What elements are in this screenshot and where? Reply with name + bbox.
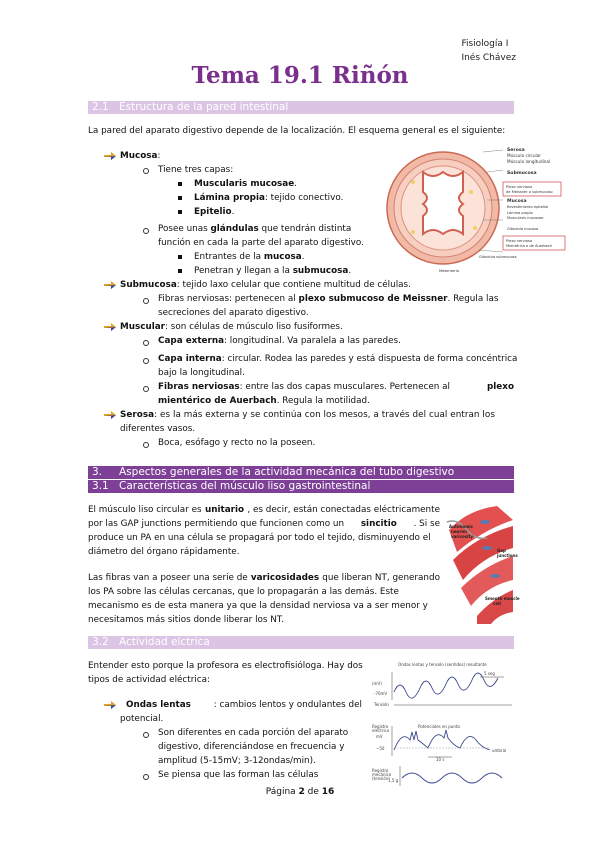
intestinal-wall-figure: [383, 142, 569, 274]
wall-label: de Meissner o submucoso: [506, 190, 553, 194]
section-label: Aspectos generales de la actividad mecánica del tubo digestivo: [119, 466, 455, 478]
intro-paragraph: La pared del aparato digestivo depende de la localización. El esquema general es el siguiente:: [88, 126, 506, 136]
liso-paragraph-2: [88, 571, 440, 627]
muscle-label: neuron: [451, 529, 467, 534]
liso-p1-line: por las GAP junctions permitiendo que funcionen como un sincitio . Si se: [88, 519, 440, 529]
section-heading-3: [88, 466, 514, 479]
capa-interna: Capa interna: circular. Rodea las paredes y está dispuesta de forma concéntrica: [158, 354, 518, 364]
section-heading-3-2: [88, 636, 514, 649]
waves-label: −50: [376, 746, 385, 751]
wall-label: Mucosa: [507, 199, 527, 204]
serosa-boca: Boca, esófago y recto no la poseen.: [158, 438, 316, 448]
muscle-label: cell: [493, 601, 501, 606]
section-number: 3.1: [92, 480, 109, 492]
fibras-nerviosas: Fibras nerviosas: entre las dos capas musculares. Pertenecen al plexo: [158, 382, 514, 392]
ondas-detail-3: amplitud (5-15mV; 3-12ondas/min).: [158, 756, 316, 766]
square-bullet-icon: [178, 255, 182, 259]
header-author: Inés Chávez: [461, 53, 516, 63]
muscle-label: Smooth muscle: [485, 596, 520, 601]
liso-p1-line: diámetro del órgano rápidamente.: [88, 547, 240, 557]
wall-label: Mesenterio: [439, 269, 459, 273]
waves-label: umbral: [492, 748, 507, 753]
ondas-detail-2: digestivo, diferenciándose en frecuencia y: [158, 742, 345, 752]
waves-label: (mV): [372, 681, 382, 686]
waves-label: 10 s: [436, 757, 445, 762]
elec-intro: Entender esto porque la profesora es electrofisióloga. Hay dos: [88, 661, 363, 671]
waves-label: 5 seg: [484, 671, 495, 676]
serosa-line: Serosa: es la más externa y se continúa con los mesos, a través del cual entran los: [120, 410, 495, 420]
muscle-label: junctions: [497, 553, 518, 558]
section-label: Actividad elctrica: [119, 636, 210, 648]
wall-label: Músculo longitudinal: [507, 159, 551, 164]
ondas-lentas-line-2: potencial.: [120, 714, 164, 724]
waves-label: Registro: [372, 768, 389, 773]
waves-label: mV: [376, 734, 383, 739]
circle-bullet-icon: [143, 228, 149, 234]
bullet-arrow-icon: [104, 280, 116, 290]
square-bullet-icon: [178, 182, 182, 186]
section-heading-2-1: [88, 101, 514, 114]
page-footer: Página 2 de 16: [265, 787, 335, 797]
waves-label: (tensión): [372, 776, 390, 781]
circle-bullet-icon: [143, 386, 149, 392]
fibras-nerviosas-2: mientérico de Auerbach. Regula la motilidad.: [158, 396, 370, 406]
submucosa-fibras-2: secreciones del aparato digestivo.: [158, 308, 309, 318]
liso-p1-line: produce un PA en una célula se propagará por todo el tejido, disminuyendo el: [88, 533, 431, 543]
submucosa-line: Submucosa: tejido laxo celular que contiene multitud de células.: [120, 280, 411, 290]
waves-label: eléctrico: [372, 728, 390, 733]
waves-label: Potenciales en punta: [418, 724, 460, 729]
circle-bullet-icon: [143, 732, 149, 738]
ondas-detail: Son diferentes en cada porción del aparato: [158, 728, 349, 738]
capa-muscularis: Muscularis mucosae.: [194, 179, 297, 189]
mucosa-line: Mucosa:: [120, 151, 161, 161]
section-heading-3-1: [88, 480, 514, 493]
wall-label: Glándula submucosa: [479, 255, 517, 259]
bullet-arrow-icon: [104, 700, 116, 710]
circle-bullet-icon: [143, 774, 149, 780]
wall-label: Muscularis mucosae: [507, 216, 544, 220]
capa-epitelio: Epitelio.: [194, 207, 235, 217]
square-bullet-icon: [178, 210, 182, 214]
ondas-lentas-line: Ondas lentas : cambios lentos y ondulantes del: [126, 700, 362, 710]
section-label: Estructura de la pared intestinal: [119, 101, 289, 113]
section-number: 2.1: [92, 101, 109, 113]
circle-bullet-icon: [143, 340, 149, 346]
waves-label: mecánico: [372, 772, 392, 777]
wall-label: Glándula mucosa: [507, 227, 539, 231]
muscular-line: Muscular: son células de músculo liso fusiformes.: [120, 322, 343, 332]
liso-p1-line: El músculo liso circular es unitario , es decir, están conectadas eléctricamente: [88, 505, 440, 515]
wall-label: Revestimiento epitelial: [507, 205, 549, 209]
mucosa-capas: Tiene tres capas:: [158, 165, 234, 175]
liso-p2-line: Las fibras van a poseer una serie de varicosidades que liberan NT, generando: [88, 573, 440, 583]
liso-p2-line: necesitamos más sitios donde liberar los NT.: [88, 615, 285, 625]
wall-label: Lámina propia: [507, 211, 533, 215]
capa-interna-2: bajo la longitudinal.: [158, 368, 245, 378]
waves-title: Ondas lentas y tensión (sentidos) resultante: [398, 662, 487, 667]
page-header: [461, 37, 516, 65]
penetran-line: Penetran y llegan a la submucosa.: [194, 266, 352, 276]
section-number: 3.2: [92, 636, 109, 648]
glandulas-line: Posee unas glándulas que tendrán distinta: [158, 224, 352, 234]
wall-label: Plexo nervioso: [506, 185, 533, 189]
liso-p2-line: mecanismo es de esta manera ya que la densidad nerviosa va a ser menor y: [88, 601, 428, 611]
capa-externa: Capa externa: longitudinal. Va paralela a las paredes.: [158, 336, 401, 346]
square-bullet-icon: [178, 269, 182, 273]
circle-bullet-icon: [143, 298, 149, 304]
elec-intro-2: tipos de actividad eléctrica:: [88, 675, 210, 685]
waves-label: -70mV: [374, 691, 388, 696]
header-subject: Fisiología I: [461, 39, 509, 49]
bullet-arrow-icon: [104, 410, 116, 420]
square-bullet-icon: [178, 196, 182, 200]
muscle-label: varicosity: [451, 534, 474, 539]
submucosa-fibras: Fibras nerviosas: pertenecen al plexo submucoso de Meissner. Regula las: [158, 294, 499, 304]
circle-bullet-icon: [143, 442, 149, 448]
muscle-label: Gap: [497, 548, 506, 553]
capa-lamina: Lámina propia: tejido conectivo.: [194, 193, 344, 203]
circle-bullet-icon: [143, 358, 149, 364]
wall-label: Serosa: [507, 148, 525, 153]
ondas-origin: Se piensa que las forman las células: [158, 770, 319, 780]
slow-waves-figure: [372, 660, 517, 790]
circle-bullet-icon: [143, 168, 149, 174]
entrantes-line: Entrantes de la mucosa.: [194, 252, 305, 262]
bullet-arrow-icon: [104, 322, 116, 332]
wall-label: Músculo circular: [507, 153, 541, 158]
liso-p2-line: los PA sobre las células cercanas, que lo propagarán a las demás. Este: [88, 587, 399, 597]
muscle-label: Autonomic: [449, 524, 474, 529]
bullet-arrow-icon: [104, 151, 116, 161]
wall-label: Submucosa: [507, 171, 537, 176]
waves-label: Registro: [372, 724, 389, 729]
waves-label: Tensión: [374, 702, 389, 707]
wall-label: Mientérico o de Auerbach: [506, 244, 553, 248]
section-label: Características del músculo liso gastrointestinal: [119, 480, 371, 492]
smooth-muscle-figure: [447, 500, 520, 624]
glandulas-line-2: función en cada la parte del aparato digestivo.: [158, 238, 364, 248]
wall-label: Plexo nervioso: [506, 239, 533, 243]
waves-label: 1,5 g: [388, 778, 399, 783]
section-number: 3.: [92, 466, 103, 478]
page-title: Tema 19.1 Riñón: [191, 62, 409, 89]
liso-paragraph-1: [88, 503, 440, 559]
serosa-line-2: diferentes vasos.: [120, 424, 196, 434]
